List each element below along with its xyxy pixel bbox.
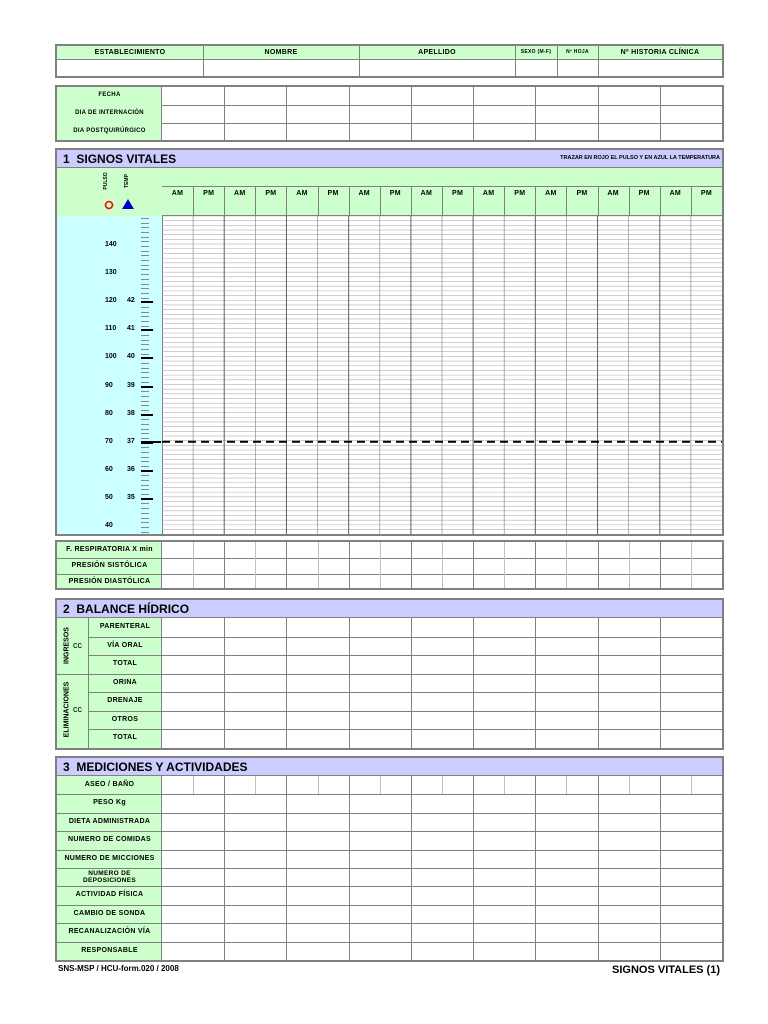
header-col-establecimiento: ESTABLECIMIENTO (94, 49, 166, 56)
measurement-row-label: NUMERO DE COMIDAS (68, 836, 151, 844)
measurements-title: 3 MEDICIONES Y ACTIVIDADES (63, 760, 248, 774)
fecha-label: FECHA (98, 92, 121, 98)
sexo-field[interactable] (516, 60, 557, 76)
shift-label: PM (203, 190, 215, 197)
vital-signs-title: 1 SIGNOS VITALES (63, 152, 177, 166)
pulse-scale-label: 130 (105, 269, 117, 277)
temp-triangle-icon (121, 198, 135, 210)
establecimiento-field[interactable] (57, 60, 203, 76)
eliminaciones-label: ELIMINACIONES (63, 681, 71, 738)
pulse-scale-label: 40 (105, 522, 113, 529)
shift-label: PM (452, 190, 464, 197)
header-col-apellido: APELLIDO (418, 49, 456, 56)
shift-label: AM (607, 190, 619, 197)
pulse-scale-label: 60 (105, 465, 113, 473)
respiratory-rate-label: F. RESPIRATORIA X min (66, 546, 153, 553)
fluid-row-label: DRENAJE (107, 697, 143, 705)
pulse-scale-label: 80 (105, 409, 113, 417)
measurement-row-label: PESO Kg (93, 799, 126, 807)
ingresos-label: INGRESOS (63, 627, 71, 664)
ingresos-unit: cc (73, 640, 82, 650)
header-col-hoja: Nº HOJA (566, 49, 589, 55)
systolic-pressure-label: PRESIÓN SISTÓLICA (71, 562, 148, 569)
diastolic-pressure-label: PRESIÓN DIASTÓLICA (68, 578, 151, 585)
temp-scale-label: 36 (127, 465, 135, 473)
dia-internacion-label: DIA DE INTERNACIÓN (75, 110, 144, 116)
shift-label: PM (576, 190, 588, 197)
header-col-historia: Nº HISTORIA CLÍNICA (620, 49, 700, 56)
pulse-label: PULSO (103, 172, 109, 190)
shift-label: PM (327, 190, 339, 197)
shift-label: AM (482, 190, 495, 197)
dates-table (55, 85, 724, 142)
fluid-row-label: PARENTERAL (99, 623, 151, 630)
measurement-row-label: ACTIVIDAD FÍSICA (75, 891, 144, 899)
fluid-grid[interactable] (162, 618, 722, 748)
pulse-scale-label: 50 (105, 493, 113, 501)
hoja-field[interactable] (558, 60, 598, 76)
header-col-sexo: SEXO (M-F) (520, 49, 552, 55)
fluid-balance-section (55, 598, 724, 750)
measurement-row-label: CAMBIO DE SONDA (73, 909, 146, 917)
header-col-nombre: NOMBRE (264, 49, 298, 56)
fluid-row-label: TOTAL (112, 734, 138, 742)
shift-label: AM (296, 190, 308, 197)
pressures-table (55, 540, 724, 590)
measurement-row-label: ASEO / BAÑO (84, 781, 135, 788)
form-code: SNS-MSP / HCU-form.020 / 2008 (58, 964, 179, 973)
pulse-scale-label: 70 (105, 437, 113, 445)
vital-signs-instruction: TRAZAR EN ROJO EL PULSO Y EN AZUL LA TEMPERATURA (560, 155, 720, 161)
form-title: SIGNOS VITALES (1) (612, 964, 720, 976)
shift-label: PM (638, 190, 650, 197)
shift-label: PM (265, 190, 277, 197)
vital-chart-grid[interactable] (162, 216, 722, 534)
measurements-section (55, 756, 724, 962)
shift-header (162, 168, 722, 216)
patient-header (55, 44, 724, 78)
pulse-scale-label: 120 (105, 297, 117, 305)
shift-label: AM (171, 190, 184, 197)
nombre-field[interactable] (204, 60, 359, 76)
measurement-row-label: NUMERO DE DEPOSICIONES (82, 870, 137, 884)
historia-field[interactable] (599, 60, 722, 76)
pulse-scale-label: 100 (105, 353, 117, 361)
fluid-row-label: VÍA ORAL (107, 641, 143, 649)
pulse-scale-label: 90 (105, 381, 113, 389)
dia-postquirurgico-label: DIA POSTQUIRÚRGICO (73, 128, 146, 134)
pulse-scale-label: 140 (105, 241, 117, 248)
measurements-grid[interactable] (162, 776, 722, 960)
fluid-row-label: TOTAL (112, 660, 138, 668)
eliminaciones-unit: cc (73, 704, 82, 714)
pressures-grid[interactable] (162, 542, 722, 588)
temp-scale-label: 37 (127, 437, 135, 445)
fluid-row-label: ORINA (112, 678, 138, 686)
shift-label: AM (669, 190, 682, 197)
shift-label: PM (514, 190, 526, 197)
shift-label: AM (234, 190, 246, 197)
shift-label: AM (420, 190, 433, 197)
shift-label: PM (389, 190, 401, 197)
temp-scale-label: 42 (127, 297, 135, 305)
shift-label: AM (545, 190, 557, 197)
temp-scale-label: 40 (127, 353, 135, 361)
vital-signs-section (55, 148, 724, 536)
measurement-row-label: RECANALIZACIÓN VÍA (68, 928, 151, 936)
shift-label: AM (358, 190, 370, 197)
temp-scale-label: 41 (127, 325, 135, 333)
measurement-row-label: RESPONSABLE (81, 946, 138, 954)
apellido-field[interactable] (360, 60, 515, 76)
measurement-row-label: NUMERO DE MICCIONES (64, 854, 155, 862)
temp-label: TEMP (124, 174, 130, 188)
shift-label: PM (700, 190, 712, 197)
vital-scale (57, 216, 162, 534)
temp-scale-label: 39 (127, 381, 135, 389)
measurement-row-label: DIETA ADMINISTRADA (68, 817, 151, 825)
temp-scale-label: 35 (127, 493, 135, 501)
fluid-row-label: OTROS (111, 715, 139, 723)
pulse-circle-icon (104, 200, 114, 210)
temp-scale-label: 38 (127, 409, 135, 417)
dates-grid[interactable] (162, 87, 722, 140)
pulse-scale-label: 110 (105, 325, 117, 333)
fluid-balance-title: 2 BALANCE HÍDRICO (63, 602, 190, 616)
